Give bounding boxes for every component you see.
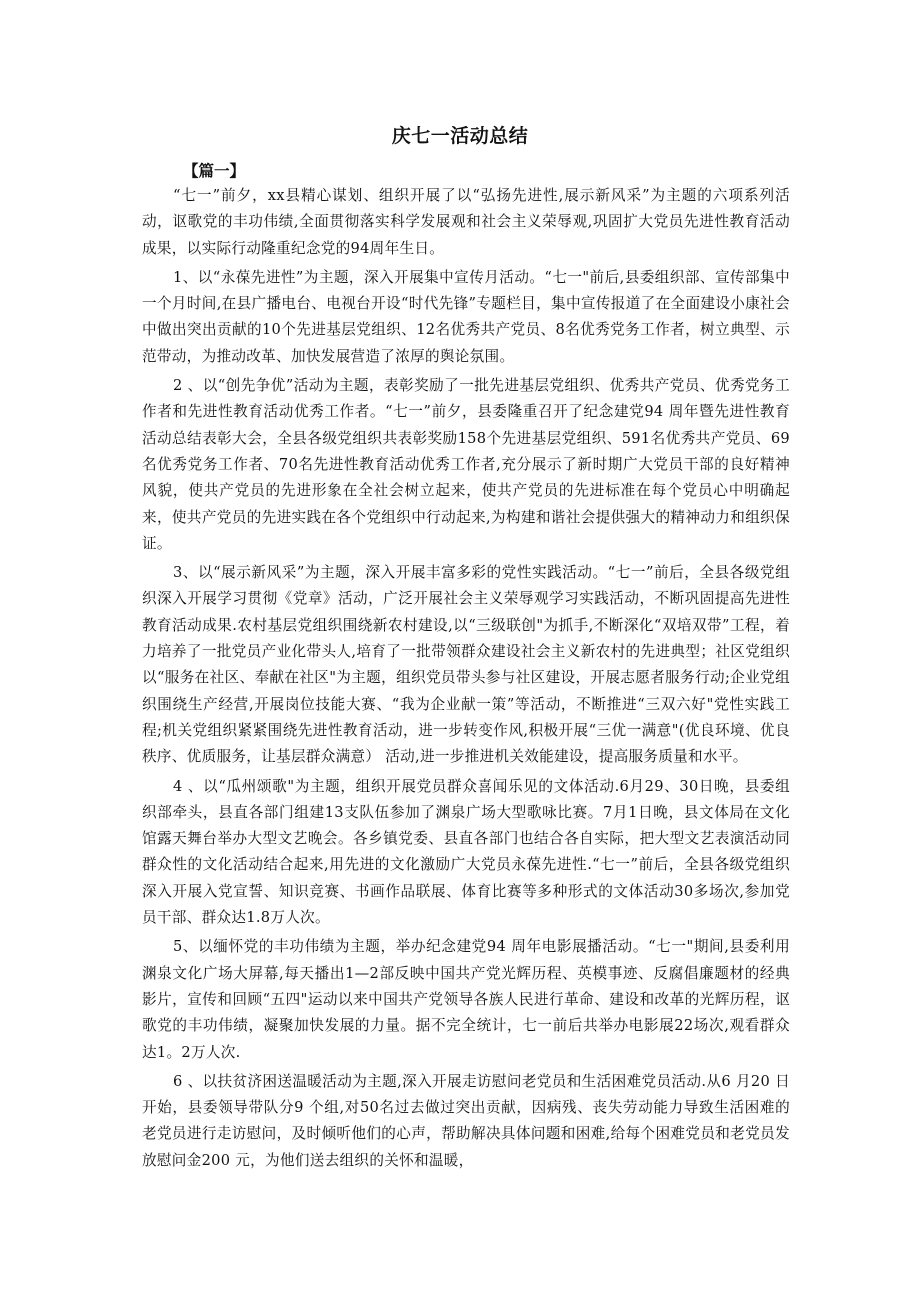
document-body — [142, 183, 790, 1177]
paragraph-item-5: 5、以缅怀党的丰功伟绩为主题，举办纪念建党94 周年电影展播活动。“七一"期间,县委利用渊泉文化广场大屏幕,每天播出1—2部反映中国共产党光辉历程、英模事迹、反腐倡廉题材的经典影片，宣传和回顾“五四"运动以来中国共产党领导各族人民进行革命、建设和改革的光辉历程，讴歌党的丰功伟绩，凝聚加快发展的力量。据不完全统计，七一前后共举办电影展22场次,观看群众达1。2万人次. — [142, 938, 790, 1061]
paragraph-item-4: 4 、以“瓜州颂歌"为主题，组织开展党员群众喜闻乐见的文体活动.6月29、30日晚，县委组织部牵头，县直各部门组建13支队伍参加了渊泉广场大型歌咏比赛。7月1日晚，县文体局在文化馆露天舞台举办大型文艺晚会。各乡镇党委、县直各部门也结合各自实际，把大型文艺表演活动同群众性的文化活动结合起来,用先进的文化激励广大党员永葆先进性.“七一”前后，全县各级党组织深入开展入党宣誓、知识竞赛、书画作品联展、体育比赛等多种形式的文体活动30多场次,参加党员干部、群众达1.8万人次。 — [142, 777, 790, 927]
paragraph-item-3: 3、以“展示新风采”为主题，深入开展丰富多彩的党性实践活动。“七一”前后，全县各级党组织深入开展学习贯彻《党章》活动，广泛开展社会主义荣辱观学习实践活动，不断巩固提高先进性教育活动成果.农村基层党组织围绕新农村建设,以“三级联创"为抓手,不断深化“双培双带”工程，着力培养了一批党员产业化带头人,培育了一批带领群众建设社会主义新农村的先进典型；社区党组织以“服务在社区、奉献在社区"为主题，组织党员带头参与社区建设，开展志愿者服务行动;企业党组织围绕生产经营,开展岗位技能大赛、“我为企业献一策”等活动，不断推进“三双六好"党性实践工程;机关党组织紧紧围绕先进性教育活动，进一步转变作风,积极开展“三优一满意"(优良环境、优良秩序、优质服务，让基层群众满意） 活动,进一步推进机关效能建设，提高服务质量和水平。 — [142, 564, 790, 766]
paragraph-item-1: 1、以“永葆先进性”为主题，深入开展集中宣传月活动。“七一"前后,县委组织部、宣传部集中一个月时间,在县广播电台、电视台开设“时代先锋”专题栏目，集中宣传报道了在全面建设小康社会中做出突出贡献的10个先进基层党组织、12名优秀共产党员、8名优秀党务工作者，树立典型、示范带动，为推动改革、加快发展营造了浓厚的舆论氛围。 — [142, 268, 790, 365]
section-heading: 【篇一】 — [183, 162, 246, 180]
document-title: 庆七一活动总结 — [391, 125, 529, 147]
paragraph-item-6: 6 、以扶贫济困送温暖活动为主题,深入开展走访慰问老党员和生活困难党员活动.从6 月20 日开始，县委领导带队分9 个组,对50名过去做过突出贡献，因病残、丧失劳动能力导致生活困难的老党员进行走访慰问，及时倾听他们的心声，帮助解决具体问题和困难,给每个困难党员和老党员发放慰问金200 元，为他们送去组织的关怀和温暖， — [142, 1072, 790, 1169]
paragraph-intro: “七一”前夕，xx县精心谋划、组织开展了以“弘扬先进性,展示新风采”为主题的六项系列活动，讴歌党的丰功伟绩,全面贯彻落实科学发展观和社会主义荣辱观,巩固扩大党员先进性教育活动成果，以实际行动隆重纪念党的94周年生日。 — [142, 187, 790, 257]
paragraph-item-2: 2 、以“创先争优”活动为主题，表彰奖励了一批先进基层党组织、优秀共产党员、优秀党务工作者和先进性教育活动优秀工作者。“七一”前夕，县委隆重召开了纪念建党94 周年暨先进性教育活动总结表彰大会，全县各级党组织共表彰奖励158个先进基层党组织、591名优秀共产党员、69名优秀党务工作者、70名先进性教育活动优秀工作者,充分展示了新时期广大党员干部的良好精神风貌，使共产党员的先进形象在全社会树立起来，使共产党员的先进标准在每个党员心中明确起来，使共产党员的先进实践在各个党组织中行动起来,为构建和谐社会提供强大的精神动力和组织保证。 — [142, 377, 790, 552]
